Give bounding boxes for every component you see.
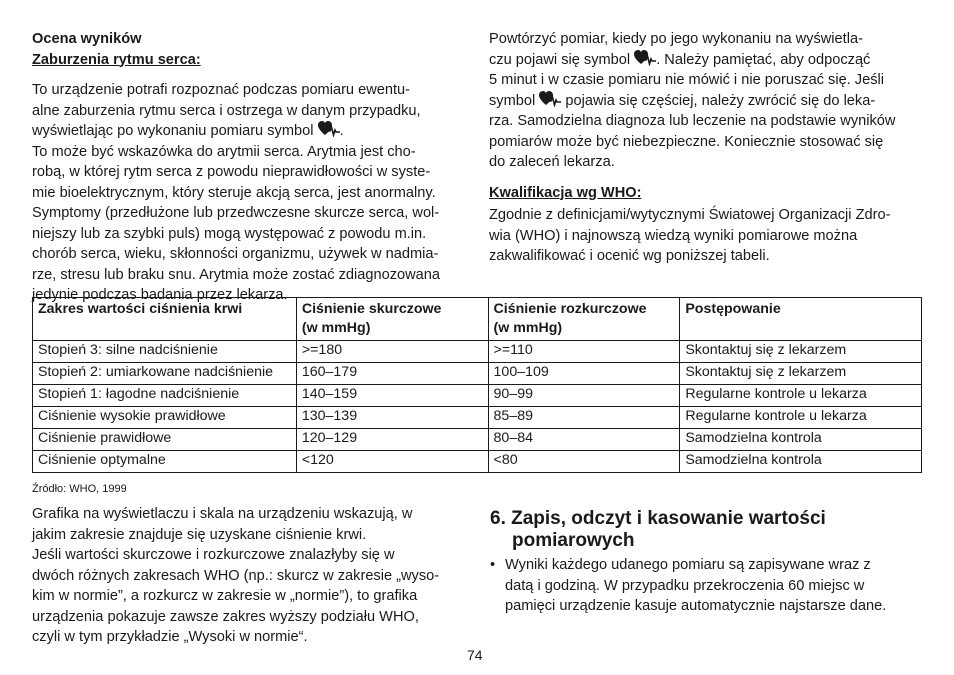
para-line (32, 121, 440, 142)
table-cell: 90–99 (488, 385, 680, 407)
heart-pulse-icon (634, 50, 656, 66)
para-text: . Należy pamiętać, aby odpocząć (656, 51, 871, 68)
table-cell: 120–129 (296, 429, 488, 451)
para-text: . (339, 123, 344, 139)
para-line: datą i godziną. W przypadku przekroczenia 60 miejsc w (505, 577, 865, 594)
table-cell: 85–89 (488, 407, 680, 429)
section-heading: Ocena wyników (32, 31, 142, 47)
para-line: wia (WHO) i najnowszą wiedzą wyniki pomiarowe można (489, 227, 858, 244)
left-column (32, 29, 440, 306)
header-text: (w mmHg) (493, 320, 563, 336)
para-line: 5 minut i w czasie pomiaru nie mówić i nie poruszać się. Jeśli (489, 72, 884, 88)
table-header-row (33, 298, 922, 341)
title-line: 6. Zapis, odczyt i kasowanie wartości (490, 508, 826, 529)
header-text: (w mmHg) (301, 320, 371, 336)
table-cell: 100–109 (488, 363, 680, 385)
table-cell: <80 (488, 451, 680, 473)
heart-pulse-icon (318, 121, 340, 137)
para-text: wyświetlając po wykonaniu pomiaru symbol (32, 123, 314, 139)
who-classification-table (32, 297, 922, 473)
page-number: 74 (467, 647, 483, 663)
para-line: urządzenia pokazuje zawsze zakres wyższy podziału WHO, (32, 608, 419, 625)
table-cell: Stopień 3: silne nadciśnienie (33, 341, 297, 363)
para-line: dwóch różnych zakresach WHO (np.: skurcz w zakresie „wyso- (32, 567, 440, 584)
header-text: Zakres wartości ciśnienia krwi (38, 301, 243, 317)
header-text: Ciśnienie skurczowe (301, 301, 442, 317)
table-header (488, 298, 680, 341)
para-line: To może być wskazówka do arytmii serca. Arytmia jest cho- (32, 143, 416, 160)
table-cell: Stopień 2: umiarkowane nadciśnienie (33, 363, 297, 385)
para-line: jedynie podczas badania przez lekarza. (32, 287, 288, 303)
table-source: Źródło: WHO, 1999 (32, 483, 127, 495)
table-cell: Ciśnienie wysokie prawidłowe (33, 407, 297, 429)
table-cell: Skontaktuj się z lekarzem (680, 363, 922, 385)
para-line: do zaleceń lekarza. (489, 154, 615, 170)
para-line: robą, w której rytm serca z powodu nieprawidłowości w syste- (32, 164, 431, 180)
para-line: chorób serca, wieku, skłonności organizmu, używek w nadmia- (32, 246, 439, 262)
table-cell: Samodzielna kontrola (680, 429, 922, 451)
para-line: Symptomy (przedłużone lub przedwczesne skurcze serca, wol- (32, 205, 440, 221)
para-line: Powtórzyć pomiar, kiedy po jego wykonaniu na wyświetla- (489, 31, 863, 47)
para-line: pamięci urządzenie kasuje automatycznie najstarsze dane. (505, 598, 887, 614)
section-6-bullet (490, 555, 886, 617)
table-row (33, 407, 922, 429)
table-cell: Regularne kontrole u lekarza (680, 385, 922, 407)
para-line: Zgodnie z definicjami/wytycznymi Światowej Organizacji Zdro- (489, 207, 891, 223)
title-line: pomiarowych (512, 530, 635, 551)
table-cell: 160–179 (296, 363, 488, 385)
para-line: rza. Samodzielna diagnoza lub leczenie na podstawie wyników (489, 113, 896, 129)
table-cell: Ciśnienie prawidłowe (33, 429, 297, 451)
bullet-dot: • (490, 557, 496, 573)
para-line: Wyniki każdego udanego pomiaru są zapisywane wraz z (505, 557, 871, 573)
para-line: niejszy lub za szybki puls) mogą występować z powodu m.in. (32, 225, 427, 242)
right-column (489, 29, 895, 267)
table-row (33, 451, 922, 473)
table-row (33, 341, 922, 363)
para-line: jakim zakresie znajduje się uzyskane ciśnienie krwi. (32, 526, 367, 543)
table-cell: >=110 (488, 341, 680, 363)
table-row (33, 429, 922, 451)
subheading-arrhythmia: Zaburzenia rytmu serca: (32, 51, 201, 68)
table-cell: Samodzielna kontrola (680, 451, 922, 473)
para-line: Jeśli wartości skurczowe i rozkurczowe znalazłyby się w (32, 547, 395, 563)
para-text: czu pojawi się symbol (489, 51, 631, 68)
para-line (489, 50, 895, 71)
para-text: symbol (489, 92, 536, 109)
para-line: alne zaburzenia rytmu serca i ostrzega w danym przypadku, (32, 102, 421, 119)
table-cell: Stopień 1: łagodne nadciśnienie (33, 385, 297, 407)
table-cell: 140–159 (296, 385, 488, 407)
subheading-who: Kwalifikacja wg WHO: (489, 184, 642, 201)
para-line: To urządzenie potrafi rozpoznać podczas pomiaru ewentu- (32, 82, 411, 98)
para-line: Grafika na wyświetlaczu i skala na urządzeniu wskazują, w (32, 506, 413, 522)
para-line: rze, stresu lub braku snu. Arytmia może zostać zdiagnozowana (32, 266, 441, 283)
table-cell: <120 (296, 451, 488, 473)
para-line (489, 91, 895, 112)
para-line: zakwalifikować i ocenić wg poniższej tabeli. (489, 248, 770, 264)
table-header (296, 298, 488, 341)
table-cell: Skontaktuj się z lekarzem (680, 341, 922, 363)
para-line: pomiarów może być niebezpieczne. Koniecznie stosować się (489, 133, 884, 150)
header-text: Ciśnienie rozkurczowe (493, 301, 647, 317)
para-text: pojawia się częściej, należy zwrócić się do leka- (565, 92, 876, 109)
heart-pulse-icon (539, 91, 561, 107)
table-cell: Ciśnienie optymalne (33, 451, 297, 473)
table-row (33, 363, 922, 385)
table-header (680, 298, 922, 341)
section-6-title (490, 508, 826, 552)
table-cell: Regularne kontrole u lekarza (680, 407, 922, 429)
para-line: kim w normie”, a rozkurcz w zakresie w „normie”), to grafika (32, 588, 418, 604)
para-line: mie bioelektrycznym, który steruje akcją serca, jest anormalny. (32, 184, 436, 201)
table-row (33, 385, 922, 407)
table-header (33, 298, 297, 341)
table-cell: 130–139 (296, 407, 488, 429)
table-cell: >=180 (296, 341, 488, 363)
header-text: Postępowanie (685, 301, 781, 317)
para-line: czyli w tym przykładzie „Wysoki w normie“. (32, 629, 308, 645)
table-cell: 80–84 (488, 429, 680, 451)
bottom-left-paragraph (32, 504, 439, 648)
